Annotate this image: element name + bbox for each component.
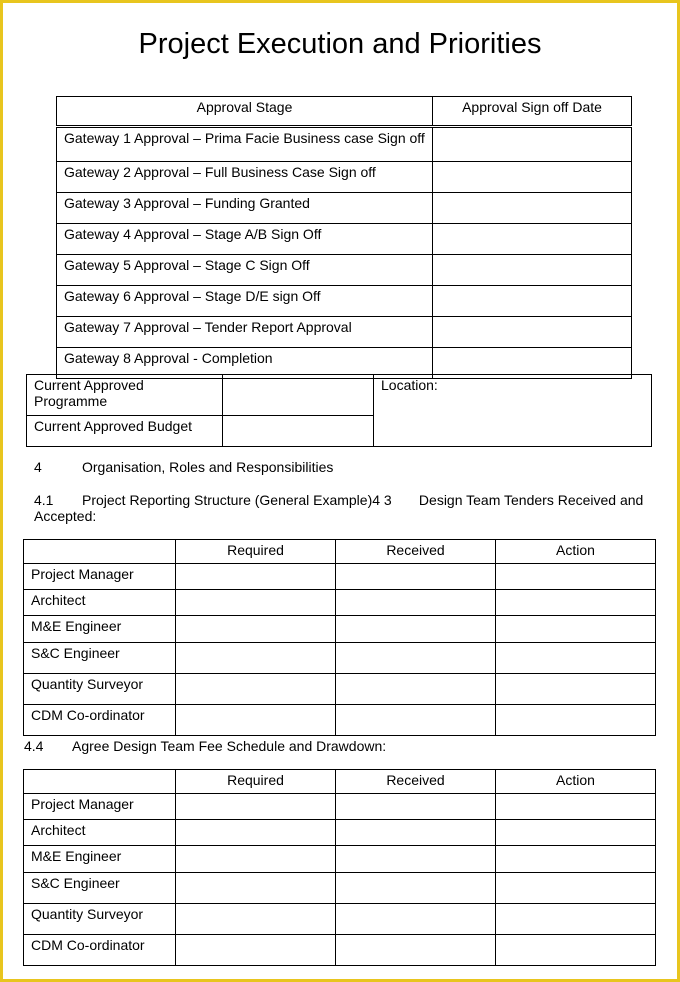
table-row: [24, 590, 656, 616]
table-row: [24, 820, 656, 846]
action-cell[interactable]: [496, 564, 656, 590]
required-cell[interactable]: [176, 846, 336, 873]
received-cell[interactable]: [336, 873, 496, 904]
required-cell[interactable]: [176, 643, 336, 674]
action-cell[interactable]: [496, 846, 656, 873]
section-4-4-number: 4.4: [24, 738, 44, 754]
section-4-1-number: 4.1: [34, 492, 54, 508]
table-row: [24, 904, 656, 935]
approval-stage-header: Approval Stage: [57, 97, 433, 127]
table-row: [24, 873, 656, 904]
action-cell[interactable]: [496, 904, 656, 935]
action-cell[interactable]: [496, 590, 656, 616]
received-cell[interactable]: [336, 590, 496, 616]
team-role-cell: S&C Engineer: [24, 643, 176, 674]
required-cell[interactable]: [176, 873, 336, 904]
received-cell[interactable]: [336, 794, 496, 820]
team-role-cell: Quantity Surveyor: [24, 904, 176, 935]
table-row: [24, 616, 656, 643]
team-role-cell: Project Manager: [24, 564, 176, 590]
action-header: Action: [496, 540, 656, 564]
section-4-4-heading: Agree Design Team Fee Schedule and Drawdown:: [72, 738, 387, 754]
required-cell[interactable]: [176, 904, 336, 935]
current-programme-label: Current Approved Programme: [27, 375, 223, 416]
approval-stage-cell: Gateway 1 Approval – Prima Facie Business case Sign off: [57, 127, 433, 162]
approval-date-cell[interactable]: [433, 317, 632, 348]
required-cell[interactable]: [176, 616, 336, 643]
approval-stage-cell: Gateway 6 Approval – Stage D/E sign Off: [57, 286, 433, 317]
received-cell[interactable]: [336, 643, 496, 674]
received-cell[interactable]: [336, 904, 496, 935]
received-cell[interactable]: [336, 674, 496, 705]
approval-date-cell[interactable]: [433, 193, 632, 224]
action-cell[interactable]: [496, 674, 656, 705]
required-cell[interactable]: [176, 674, 336, 705]
table-row: [24, 935, 656, 966]
approval-date-header: Approval Sign off Date: [433, 97, 632, 127]
team-role-cell: Architect: [24, 590, 176, 616]
table-row: [57, 162, 632, 193]
current-programme-value[interactable]: [223, 375, 374, 416]
received-cell[interactable]: [336, 705, 496, 736]
team-role-cell: M&E Engineer: [24, 616, 176, 643]
approval-stage-cell: Gateway 3 Approval – Funding Granted: [57, 193, 433, 224]
page-title: Project Execution and Priorities: [138, 28, 542, 60]
action-cell[interactable]: [496, 643, 656, 674]
required-header: Required: [176, 770, 336, 794]
required-cell[interactable]: [176, 705, 336, 736]
table-row: [57, 255, 632, 286]
table-row: [57, 193, 632, 224]
current-budget-value[interactable]: [223, 416, 374, 447]
team-role-cell: Quantity Surveyor: [24, 674, 176, 705]
table-row: [57, 224, 632, 255]
location-label: Location:: [374, 375, 652, 447]
approval-stage-cell: Gateway 7 Approval – Tender Report Approval: [57, 317, 433, 348]
table-row: [24, 705, 656, 736]
required-cell[interactable]: [176, 564, 336, 590]
table-row: [24, 846, 656, 873]
received-cell[interactable]: [336, 820, 496, 846]
section-4-number: 4: [34, 459, 42, 475]
team-role-cell: M&E Engineer: [24, 846, 176, 873]
required-cell[interactable]: [176, 820, 336, 846]
current-budget-label: Current Approved Budget: [27, 416, 223, 447]
table-row: [24, 564, 656, 590]
action-cell[interactable]: [496, 794, 656, 820]
design-team-fee-table: [23, 769, 656, 966]
received-cell[interactable]: [336, 564, 496, 590]
action-cell[interactable]: [496, 820, 656, 846]
required-cell[interactable]: [176, 794, 336, 820]
team-role-cell: S&C Engineer: [24, 873, 176, 904]
approval-date-cell[interactable]: [433, 286, 632, 317]
approval-table: [56, 96, 632, 379]
received-cell[interactable]: [336, 846, 496, 873]
approval-stage-cell: Gateway 8 Approval - Completion: [57, 348, 433, 379]
table-row: [57, 286, 632, 317]
team-header-empty: [24, 540, 176, 564]
table-row: [57, 127, 632, 162]
approval-stage-cell: Gateway 2 Approval – Full Business Case Sign off: [57, 162, 433, 193]
received-cell[interactable]: [336, 935, 496, 966]
required-cell[interactable]: [176, 590, 336, 616]
approval-date-cell[interactable]: [433, 127, 632, 162]
received-header: Received: [336, 540, 496, 564]
approval-stage-cell: Gateway 5 Approval – Stage C Sign Off: [57, 255, 433, 286]
table-row: [24, 794, 656, 820]
action-cell[interactable]: [496, 616, 656, 643]
approval-date-cell[interactable]: [433, 224, 632, 255]
action-cell[interactable]: [496, 873, 656, 904]
action-header: Action: [496, 770, 656, 794]
approval-date-cell[interactable]: [433, 162, 632, 193]
section-4-heading: Organisation, Roles and Responsibilities: [82, 459, 334, 475]
table-row: [24, 674, 656, 705]
received-cell[interactable]: [336, 616, 496, 643]
action-cell[interactable]: [496, 935, 656, 966]
programme-table: [26, 374, 652, 447]
team-role-cell: CDM Co-ordinator: [24, 935, 176, 966]
action-cell[interactable]: [496, 705, 656, 736]
table-row: [24, 643, 656, 674]
team-header-empty: [24, 770, 176, 794]
team-role-cell: Project Manager: [24, 794, 176, 820]
approval-stage-cell: Gateway 4 Approval – Stage A/B Sign Off: [57, 224, 433, 255]
design-team-tenders-table: [23, 539, 656, 736]
required-cell[interactable]: [176, 935, 336, 966]
section-4-1-heading: Project Reporting Structure (General Example)4 3 Design Team Tenders Received and Accepted:: [34, 492, 647, 524]
approval-date-cell[interactable]: [433, 255, 632, 286]
required-header: Required: [176, 540, 336, 564]
team-role-cell: Architect: [24, 820, 176, 846]
team-role-cell: CDM Co-ordinator: [24, 705, 176, 736]
received-header: Received: [336, 770, 496, 794]
table-row: [57, 317, 632, 348]
